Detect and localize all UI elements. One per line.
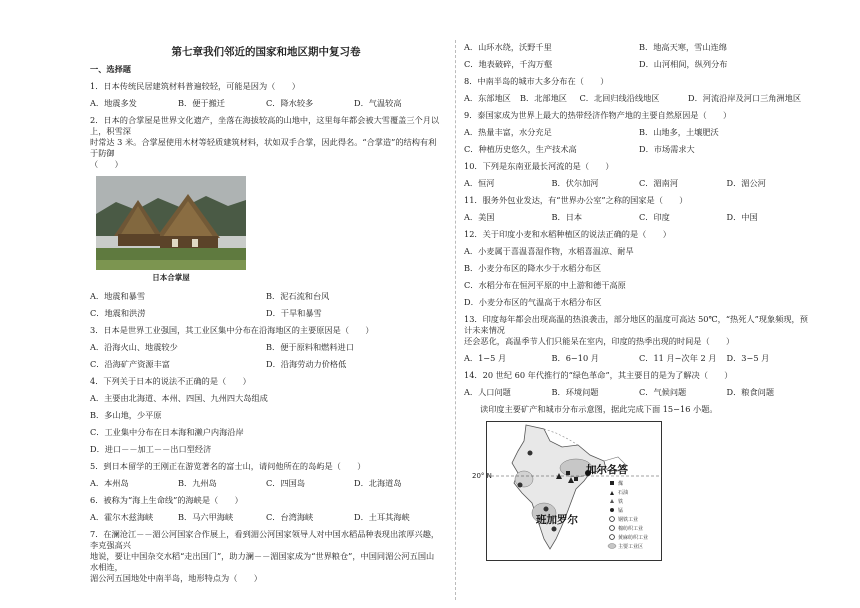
options-q13 [464, 353, 814, 364]
option-c[interactable]: C．北回归线沿线地区 [579, 93, 660, 103]
option-b[interactable]: B．环境问题 [551, 387, 599, 397]
option-b[interactable]: B．马六甲海峡 [178, 512, 234, 522]
options-q7-row1 [464, 42, 814, 53]
option-a[interactable]: A．主要由北海道、本州、四国、九州四大岛组成 [90, 393, 268, 403]
question-8 [464, 76, 814, 87]
bangalore-label: 班加罗尔 [536, 514, 578, 526]
option-a[interactable]: A．霍尔木兹海峡 [90, 512, 154, 522]
question-text-line: 还会恶化，高温季节人们只能呆在室内，印度的热季出现的时间是（ ） [464, 336, 735, 346]
options-q8 [464, 93, 814, 104]
option-c[interactable]: C．水稻分布在恒河平原的中上游和德干高原 [464, 280, 626, 290]
kolkata-label: 加尔各答 [586, 464, 628, 476]
option-c[interactable]: C．地表破碎，千沟万壑 [464, 59, 553, 69]
legend-item: 主要工业区 [618, 544, 644, 550]
option-b[interactable]: B．日本 [551, 212, 583, 222]
legend-manganese-icon [610, 508, 614, 512]
option-b[interactable]: B．北部地区 [520, 93, 567, 103]
options-q1 [90, 98, 442, 109]
city-symbol [528, 451, 533, 456]
right-column [464, 42, 814, 561]
option-b[interactable]: B．泥石流和台风 [266, 291, 330, 301]
options-q5 [90, 478, 442, 489]
india-map-drawing [472, 421, 662, 561]
option-d[interactable]: D．小麦分布区的气温高于水稻分布区 [464, 297, 602, 307]
option-b[interactable]: B．九州岛 [178, 478, 217, 488]
coal-symbol [574, 477, 578, 481]
option-d[interactable]: D．进口－－加工－－出口型经济 [90, 444, 212, 454]
option-c[interactable]: C．地震和洪涝 [90, 308, 146, 318]
city-symbol [552, 527, 557, 532]
question-14 [464, 370, 814, 381]
question-text-line: 地说，要让中国杂交水稻“走出国门”，助力澜－－湄国家成为“世界粮仓”，中国同湄公河五国山水相连， [90, 551, 435, 572]
option-c[interactable]: C．印度 [639, 212, 670, 222]
legend-item: 黄麻纺织工业 [618, 535, 649, 541]
option-a[interactable]: A．地震多发 [90, 98, 137, 108]
gassho-house-photo [96, 176, 246, 270]
option-c[interactable]: C．工业集中分布在日本海和濑户内海沿岸 [90, 427, 244, 437]
question-text: 4．下列关于日本的说法不正确的是（ ） [90, 376, 251, 386]
option-b[interactable]: B．多山地，少平原 [90, 410, 162, 420]
option-c[interactable]: C．11 月−次年 2 月 [639, 353, 717, 363]
option-c[interactable]: C．沿海矿产资源丰富 [90, 359, 170, 369]
option-b[interactable]: B．地高天寒，雪山连绵 [639, 42, 727, 52]
left-column [90, 42, 442, 590]
question-12 [464, 229, 814, 240]
option-b[interactable]: B．山地多，土壤肥沃 [639, 127, 719, 137]
option-d[interactable]: D．河流沿岸及河口三角洲地区 [688, 93, 802, 103]
question-text-line: 湄公河五国地处中南半岛，地形特点为（ ） [90, 573, 262, 583]
option-b[interactable]: B．便于原料和燃料进口 [266, 342, 354, 352]
option-c[interactable]: C．台湾海峡 [266, 512, 314, 522]
question-4 [90, 376, 442, 387]
legend-coal-icon [610, 481, 614, 485]
question-text-line: 13．印度每年都会出现高温的热浪袭击，部分地区的温度可高达 50℃，“热死人”现象频现，预计未来情况 [464, 314, 808, 335]
city-symbol [544, 507, 549, 512]
legend-item: 煤 [618, 481, 624, 487]
option-c[interactable]: C．湄南河 [639, 178, 679, 188]
question-9 [464, 110, 814, 121]
question-text: 10．下列是东南亚最长河流的是（ ） [464, 161, 614, 171]
option-a[interactable]: A．小麦属于喜温喜湿作物，水稻喜温凉、耐旱 [464, 246, 634, 256]
options-q3-row1 [90, 342, 442, 353]
option-a[interactable]: A．恒河 [464, 178, 495, 188]
option-b[interactable]: B．小麦分布区的降水少于水稻分布区 [464, 263, 602, 273]
options-q3-row2 [90, 359, 442, 370]
question-text: 9．泰国家成为世界上最大的热带经济作物产地的主要自然原因是（ ） [464, 110, 732, 120]
question-text-line: （ ） [90, 159, 123, 169]
section-heading: 一、选择题 [90, 64, 131, 74]
option-d[interactable]: D．土耳其海峡 [354, 512, 410, 522]
column-divider [455, 40, 456, 600]
options-q7-row2 [464, 59, 814, 70]
options-q10 [464, 178, 814, 189]
options-q9-row1 [464, 127, 814, 138]
option-c[interactable]: C．种植历史悠久，生产技术高 [464, 144, 577, 154]
option-b[interactable]: B．6−10 月 [551, 353, 599, 363]
map-intro-text: 读印度主要矿产和城市分布示意图，据此完成下面 15−16 小题。 [480, 404, 718, 414]
option-d[interactable]: D．粮食问题 [726, 387, 775, 397]
option-c[interactable]: C．气候问题 [639, 387, 687, 397]
legend-item: 锰 [618, 508, 624, 514]
option-d[interactable]: D．3−5 月 [726, 353, 770, 363]
question-text-line: 2．日本的合掌屋是世界文化遗产，坐落在海拔较高的山地中，这里每年都会被大雪覆盖三个月以上，积雪深 [90, 115, 440, 136]
question-6 [90, 495, 442, 506]
option-d[interactable]: D．沿海劳动力价格低 [266, 359, 347, 369]
legend-item: 铁 [618, 499, 624, 505]
options-q2-row2 [90, 308, 442, 319]
question-11 [464, 195, 814, 206]
option-b[interactable]: B．便于搬迁 [178, 98, 225, 108]
option-a[interactable]: A．人口问题 [464, 387, 511, 397]
question-text: 3．日本是世界工业强国，其工业区集中分布在沿海地区的主要原因是（ ） [90, 325, 374, 335]
question-text: 14．20 世纪 60 年代推行的“绿色革命”，其主要目的是为了解决（ ） [464, 370, 733, 380]
city-symbol [518, 483, 523, 488]
options-q2-row1 [90, 291, 442, 302]
legend-item: 石油 [618, 490, 629, 496]
page-title: 第七章我们邻近的国家和地区期中复习卷 [171, 46, 361, 58]
coal-symbol [566, 471, 570, 475]
option-b[interactable]: B．伏尔加河 [551, 178, 599, 188]
option-a[interactable]: A．沿海火山、地震较少 [90, 342, 178, 352]
question-text-line: 7．在澜沧江－－湄公河国家合作展上，看到湄公河国家领导人对中国水稻品种表现出浓厚兴趣，李克强高兴 [90, 529, 440, 550]
question-text: 12．关于印度小麦和水稻种植区的说法正确的是（ ） [464, 229, 671, 239]
legend-zone-icon [608, 544, 616, 549]
option-a[interactable]: A．热量丰富，水分充足 [464, 127, 552, 137]
question-10 [464, 161, 814, 172]
legend-item: 棉纺织工业 [618, 526, 644, 532]
options-q6 [90, 512, 442, 523]
question-1 [90, 81, 442, 92]
option-c[interactable]: C．四国岛 [266, 478, 306, 488]
question-text-line: 时常达 3 米。合掌屋使用木材等轻质建筑材料，状如双手合掌，因此得名。“合掌造”的结构有利于防御 [90, 137, 437, 158]
question-text: 6．被称为“海上生命线”的海峡是（ ） [90, 495, 243, 505]
photo-caption: 日本合掌屋 [152, 273, 190, 282]
option-c[interactable]: C．降水较多 [266, 98, 314, 108]
options-q14 [464, 387, 814, 398]
question-7 [90, 529, 442, 584]
question-3 [90, 325, 442, 336]
photo-illustration [96, 176, 246, 270]
option-d[interactable]: D．中国 [726, 212, 758, 222]
option-d[interactable]: D．山河相间，纵列分布 [639, 59, 728, 69]
question-text: 1．日本传统民居建筑材料普遍较轻，可能是因为（ ） [90, 81, 300, 91]
option-d[interactable]: D．北海道岛 [354, 478, 402, 488]
india-map [472, 421, 662, 561]
option-d[interactable]: D．气温较高 [354, 98, 402, 108]
lat-label: 20° N [472, 472, 492, 480]
option-d[interactable]: D．市场需求大 [639, 144, 695, 154]
option-a[interactable]: A．山环水绕，沃野千里 [464, 42, 552, 52]
option-a[interactable]: A．本州岛 [90, 478, 129, 488]
question-text: 8．中南半岛的城市大多分布在（ ） [464, 76, 609, 86]
legend-item: 钢铁工业 [618, 517, 639, 523]
option-d[interactable]: D．湄公河 [726, 178, 766, 188]
question-text: 11．服务外包业发达，有“世界办公室”之称的国家是（ ） [464, 195, 688, 205]
option-a[interactable]: A．1−5 月 [464, 353, 507, 363]
question-13 [464, 314, 814, 347]
question-2 [90, 115, 442, 170]
question-text: 5．到日本留学的王刚正在游览著名的富士山，请问他所在的岛屿是（ ） [90, 461, 366, 471]
option-d[interactable]: D．干旱和暴雪 [266, 308, 322, 318]
option-a[interactable]: A．东部地区 [464, 93, 511, 103]
options-q9-row2 [464, 144, 814, 155]
option-a[interactable]: A．地震和暴雪 [90, 291, 146, 301]
option-a[interactable]: A．美国 [464, 212, 495, 222]
options-q11 [464, 212, 814, 223]
question-5 [90, 461, 442, 472]
